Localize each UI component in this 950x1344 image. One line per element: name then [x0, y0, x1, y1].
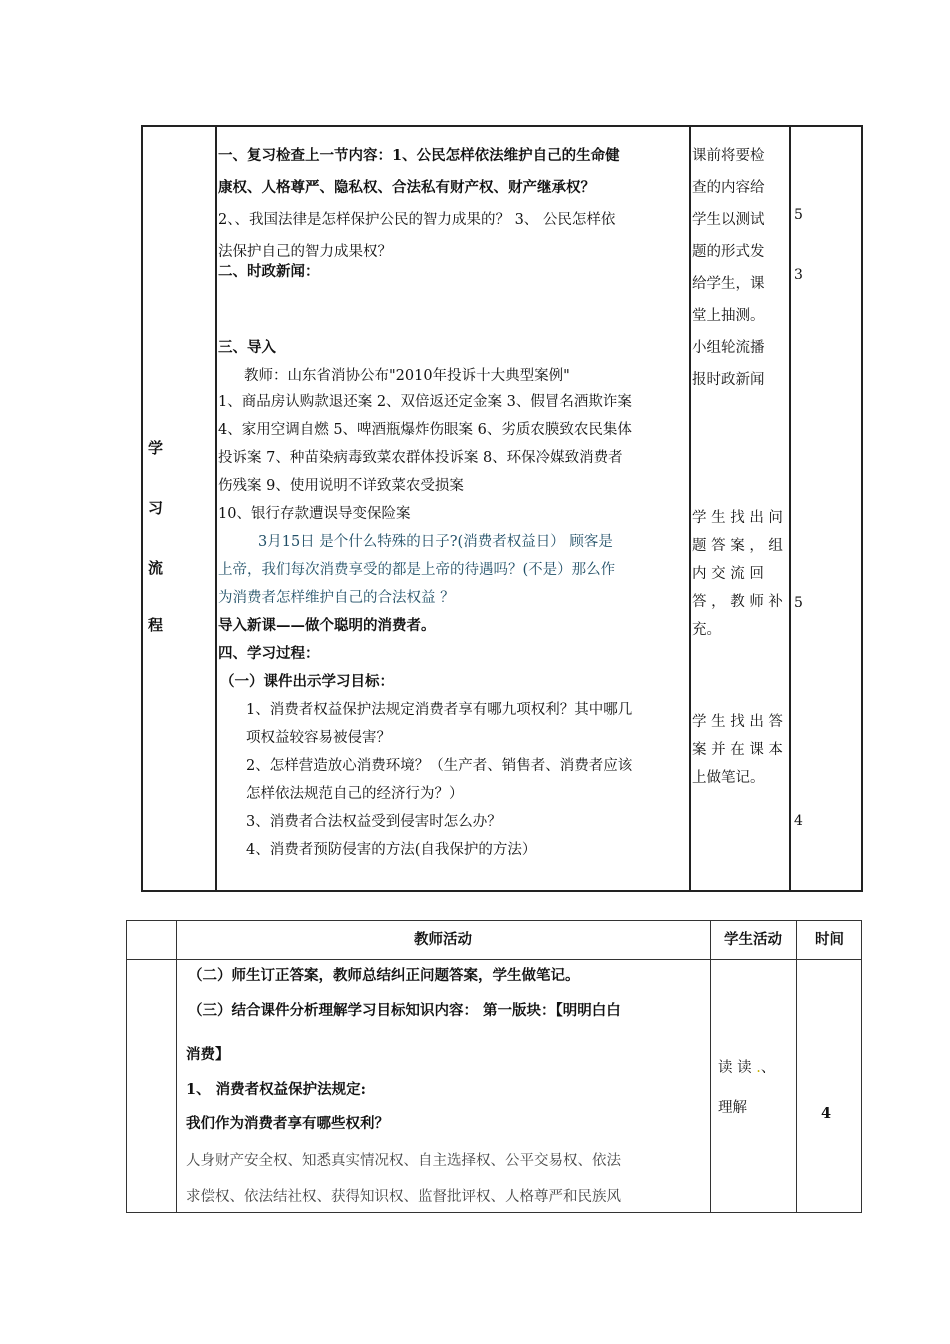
header-divider: [127, 959, 861, 960]
note-line: 堂上抽测。: [692, 308, 765, 324]
time-value: 4: [794, 813, 803, 829]
text-line: 消费】: [186, 1046, 230, 1063]
activity-table: [126, 920, 862, 1213]
text-line: 我们作为消费者享有哪些权利？: [186, 1115, 389, 1132]
column-divider: [796, 921, 797, 1212]
column-divider: [710, 921, 711, 1212]
header-time: 时间: [815, 932, 844, 948]
note-line: 学 生 找 出 答: [692, 714, 783, 730]
time-value: 4: [821, 1105, 832, 1122]
text-line: 2、怎样营造放心消费环境？（生产者、销售者、消费者应该: [246, 758, 633, 774]
text-line: 3、消费者合法权益受到侵害时怎么办？: [246, 814, 502, 830]
section-label-char: 程: [148, 616, 164, 634]
text-line: 3月15日 是个什么特殊的日子?(消费者权益日） 顾客是: [258, 534, 613, 550]
text-line: 4、家用空调自燃 5、啤酒瓶爆炸伤眼案 6、劣质农膜致农民集体: [218, 422, 632, 438]
note-line: 查的内容给: [692, 180, 765, 196]
section-label-char: 学: [148, 439, 164, 457]
text-line: 教师：山东省消协公布"2010年投诉十大典型案例": [244, 368, 570, 384]
text-line: 投诉案 7、种苗染病毒致菜农群体投诉案 8、环保冷媒致消费者: [218, 450, 623, 466]
text-line: 项权益较容易被侵害？: [246, 730, 391, 746]
note-line: 给学生，课: [692, 276, 765, 292]
section-label-cell: [143, 127, 216, 890]
text-line: 伤残案 9、使用说明不详致菜农受损案: [218, 478, 464, 494]
text-line: 上帝，我们每次消费享受的都是上帝的待遇吗？(不是）那么作: [218, 562, 616, 578]
section-label-char: 习: [148, 499, 164, 517]
note-line: 上做笔记。: [692, 770, 765, 786]
new-lesson-line: 导入新课——做个聪明的消费者。: [218, 617, 436, 634]
news-heading: 二、时政新闻：: [218, 263, 320, 280]
text-line: 为消费者怎样维护自己的合法权益 ？: [218, 590, 455, 606]
text-line: 怎样依法规范自己的经济行为？）: [246, 786, 464, 802]
intro-heading: 三、导入: [218, 339, 276, 356]
header-teacher-activity: 教师活动: [414, 932, 472, 948]
note-line: 案 并 在 课 本: [692, 742, 783, 758]
process-heading: 四、学习过程：: [218, 645, 320, 662]
header-student-activity: 学生活动: [724, 932, 782, 948]
text-line: 1、商品房认购款退还案 2、双倍返还定金案 3、假冒名酒欺诈案: [218, 394, 632, 410]
column-divider: [176, 921, 177, 1212]
note-line: 学生以测试: [692, 212, 765, 228]
student-activity-text: 理解: [718, 1100, 747, 1116]
student-activity-text: 读 读 .、: [718, 1060, 776, 1076]
text-line: 法保护自己的智力成果权？: [218, 244, 392, 260]
text-line: 人身财产安全权、知悉真实情况权、自主选择权、公平交易权、依法: [186, 1153, 621, 1169]
section-label-char: 流: [148, 559, 164, 577]
time-value: 5: [794, 207, 803, 223]
time-value: 5: [794, 595, 803, 611]
lesson-flow-table: [141, 125, 863, 892]
note-line: 内 交 流 回: [692, 566, 764, 582]
objectives-heading: （一）课件出示学习目标：: [220, 673, 394, 690]
note-line: 答 ， 教 师 补: [692, 594, 783, 610]
column-divider: [789, 127, 791, 890]
note-line: 题的形式发: [692, 244, 765, 260]
text-line: 康权、人格尊严、隐私权、合法私有财产权、财产继承权？: [218, 179, 595, 196]
text-line: 求偿权、依法结社权、获得知识权、监督批评权、人格尊严和民族风: [186, 1189, 621, 1205]
review-heading: 一、复习检查上一节内容：1、公民怎样依法维护自己的生命健: [218, 147, 620, 164]
text-line: 2、、我国法律是怎样保护公民的智力成果的？ 3、 公民怎样依: [218, 212, 616, 228]
note-line: 充。: [692, 622, 721, 638]
note-line: 学 生 找 出 问: [692, 510, 783, 526]
text-line: （二）师生订正答案，教师总结纠正问题答案，学生做笔记。: [188, 967, 580, 984]
text-line: 4、消费者预防侵害的方法(自我保护的方法）: [246, 842, 537, 858]
note-line: 题 答 案 ， 组: [692, 538, 783, 554]
note-line: 报时政新闻: [692, 372, 765, 388]
note-line: 小组轮流播: [692, 340, 765, 356]
text-line: （三）结合课件分析理解学习目标知识内容： 第一版块：【明明白白: [188, 1002, 621, 1019]
text-line: 1、消费者权益保护法规定消费者享有哪九项权利？其中哪几: [246, 702, 633, 718]
time-value: 3: [794, 267, 803, 283]
column-divider: [689, 127, 691, 890]
note-line: 课前将要检: [692, 148, 765, 164]
text-line: 1、 消费者权益保护法规定:: [186, 1081, 366, 1098]
text-line: 10、银行存款遭误导变保险案: [218, 506, 411, 522]
